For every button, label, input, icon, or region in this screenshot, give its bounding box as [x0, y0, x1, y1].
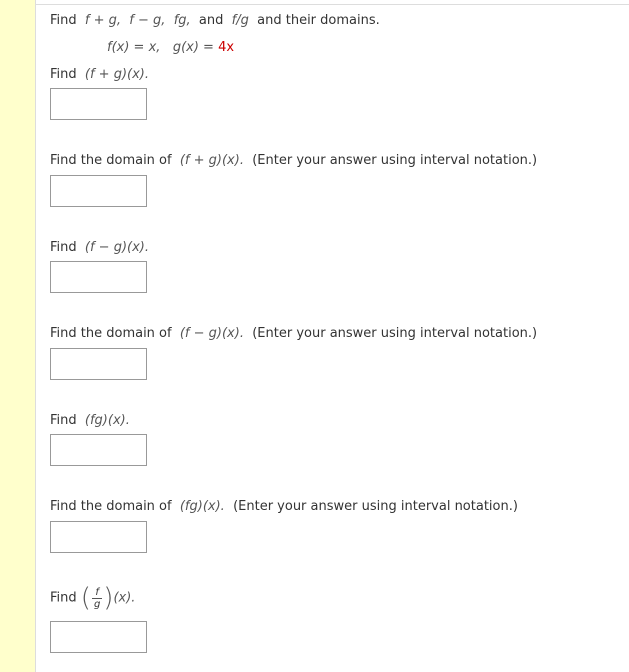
question-7-expr: (x). — [113, 590, 136, 606]
question-4-prompt — [50, 326, 537, 342]
intro-op-prod: fg, — [173, 13, 191, 28]
question-6-suffix: (Enter your answer using interval notation.) — [233, 499, 518, 514]
question-1-expr: (f + g)(x). — [84, 67, 150, 82]
question-3-expr: (f − g)(x). — [84, 240, 150, 255]
question-5-prefix: Find — [50, 413, 77, 428]
question-4-expr: (f − g)(x). — [179, 326, 244, 341]
close-paren: ) — [103, 583, 114, 613]
open-paren: ( — [80, 583, 91, 613]
answer-input-4[interactable] — [50, 348, 147, 380]
problem-intro — [50, 13, 380, 29]
question-2-prompt — [50, 153, 537, 169]
f-definition: f(x) = x, — [107, 40, 161, 55]
question-1-prefix: Find — [50, 67, 77, 82]
question-4-prefix: Find the domain of — [50, 326, 172, 341]
function-definitions — [107, 40, 234, 56]
question-4-suffix: (Enter your answer using interval notation.) — [252, 326, 538, 341]
fraction-f-over-g — [92, 587, 102, 610]
answer-input-1[interactable] — [50, 88, 147, 120]
intro-suffix: and their domains. — [257, 13, 380, 28]
left-margin-strip — [0, 0, 36, 672]
question-2-expr: (f + g)(x). — [179, 153, 244, 168]
question-5-expr: (fg)(x). — [84, 413, 130, 428]
question-2-suffix: (Enter your answer using interval notation.) — [252, 153, 538, 168]
intro-op-sum: f + g, — [84, 13, 122, 28]
intro-find-word: Find — [50, 13, 77, 28]
intro-and-word: and — [198, 13, 224, 28]
question-6-prefix: Find the domain of — [50, 499, 172, 514]
g-definition-value: 4x — [218, 40, 235, 55]
answer-input-6[interactable] — [50, 521, 147, 553]
question-7-prefix: Find — [50, 590, 77, 606]
question-7-prompt — [50, 582, 135, 615]
intro-op-quot: f/g — [231, 13, 249, 28]
answer-input-7[interactable] — [50, 621, 147, 653]
answer-input-3[interactable] — [50, 261, 147, 293]
question-3-prefix: Find — [50, 240, 77, 255]
question-5-prompt — [50, 413, 130, 429]
answer-input-2[interactable] — [50, 175, 147, 207]
g-definition-prefix: g(x) = — [172, 40, 214, 55]
intro-op-diff: f − g, — [129, 13, 166, 28]
question-3-prompt — [50, 240, 149, 256]
fraction-numerator: f — [92, 587, 102, 599]
question-1-prompt — [50, 67, 149, 83]
question-6-expr: (fg)(x). — [179, 499, 225, 514]
question-2-prefix: Find the domain of — [50, 153, 172, 168]
question-6-prompt — [50, 499, 518, 515]
fraction-denominator: g — [93, 598, 101, 610]
top-divider — [36, 4, 629, 5]
answer-input-5[interactable] — [50, 434, 147, 466]
